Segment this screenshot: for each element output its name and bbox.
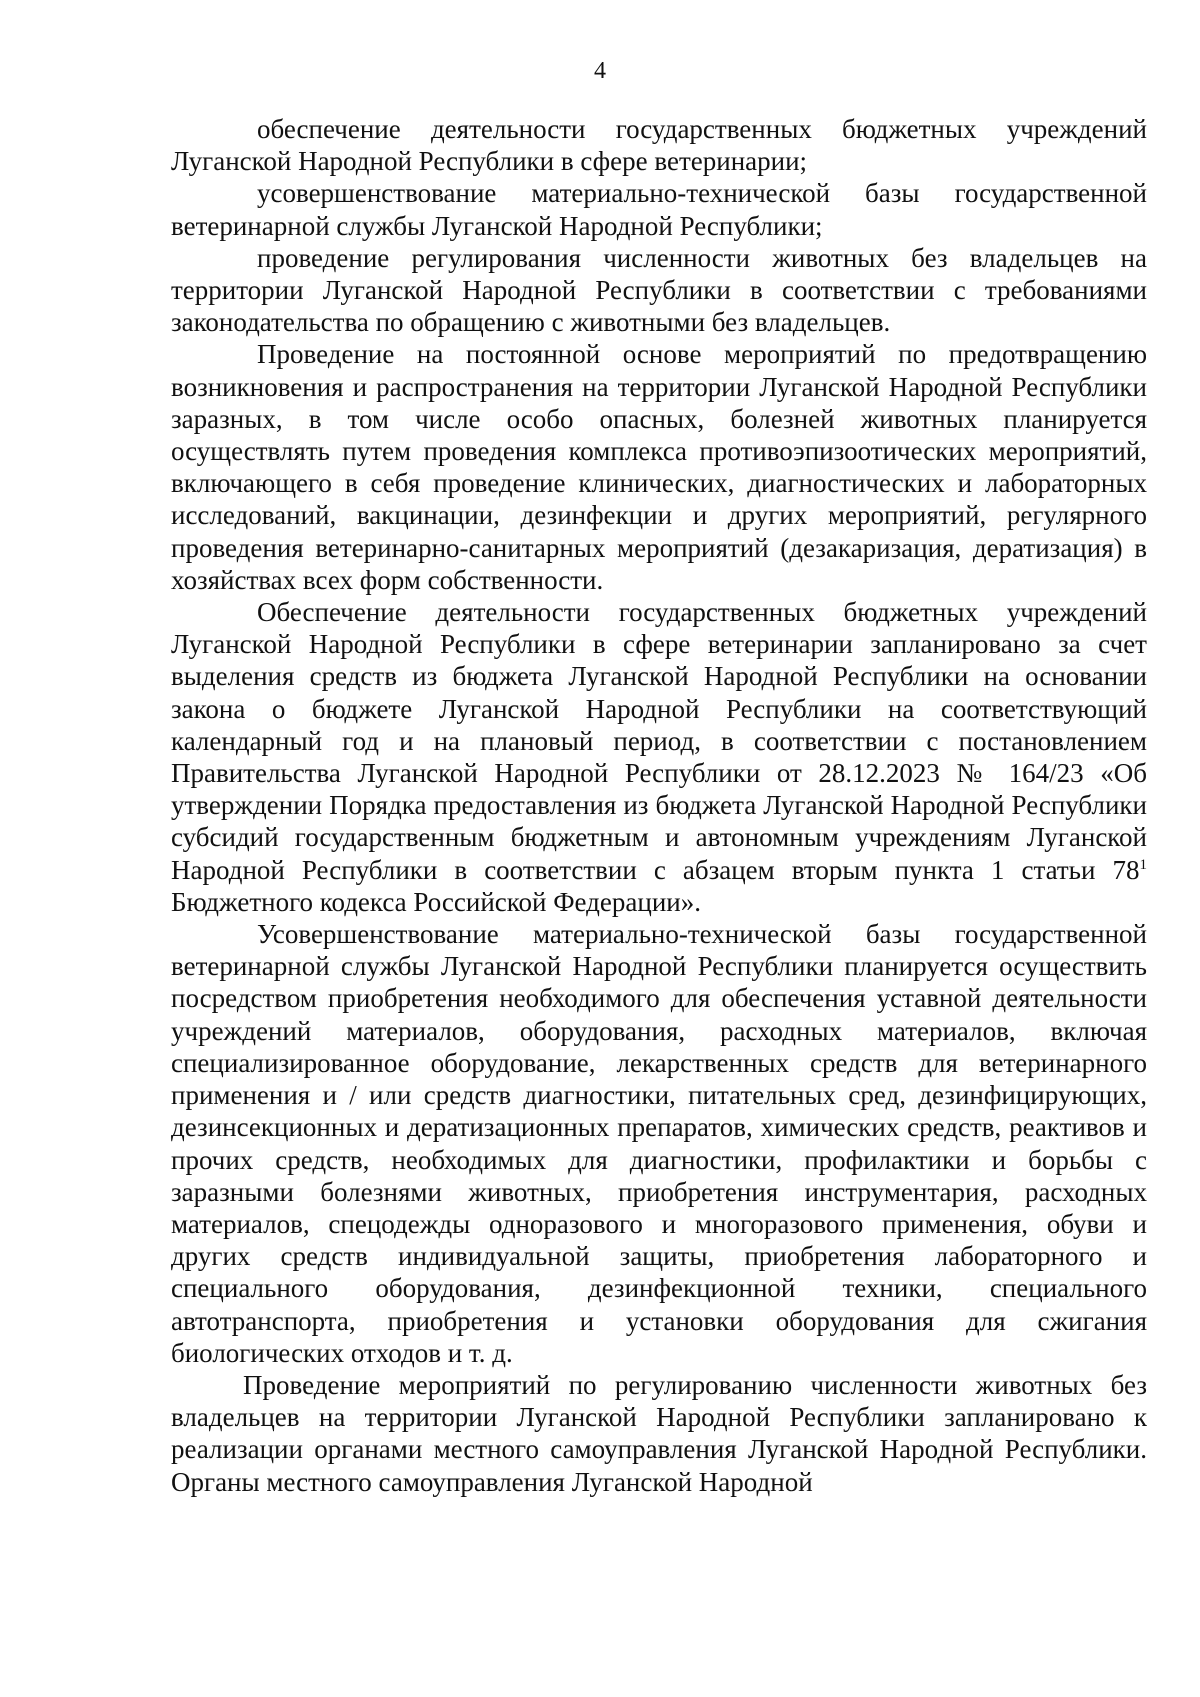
- paragraph-epizootic-measures: Проведение на постоянной основе мероприятий по предотвращению возникновения и распространения на территории Луганской Народной Республики заразных, в том числе особо опасных, болезней животных планируется осуществлять путем проведения комплекса противоэпизоотических мероприятий, включающего в себя проведение клинических, диагностических и лабораторных исследований, вакцинации, дезинфекции и других мероприятий, регулярного проведения ветеринарно-санитарных мероприятий (дезакаризация, дератизация) в хозяйствах всех форм собственности.: [171, 339, 1147, 595]
- paragraph-goal-animal-regulation: проведение регулирования численности животных без владельцев на территории Луганской Народной Республики в соответствии с требованиями законодательства по обращению с животными без владельцев.: [171, 242, 1147, 338]
- paragraph-goal-material-base: усовершенствование материально-технической базы государственной ветеринарной службы Луганской Народной Республики;: [171, 178, 1147, 241]
- paragraph-goal-institutions: обеспечение деятельности государственных бюджетных учреждений Луганской Народной Республики в сфере ветеринарии;: [171, 114, 1147, 177]
- paragraph-material-base-improvement: Усовершенствование материально-технической базы государственной ветеринарной службы Луганской Народной Республики планируется осуществить посредством приобретения необходимого для обеспечения уставной деятельности учреждений материалов, оборудования, расходных материалов, включая специализированное оборудование, лекарственных средств для ветеринарного применения и / или средств диагностики, питательных сред, дезинфицирующих, дезинсекционных и дератизационных препаратов, химических средств, реактивов и прочих средств, необходимых для диагностики, профилактики и борьбы с заразными болезнями животных, приобретения инструментария, расходных материалов, спецодежды одноразового и многоразового применения, обуви и других средств индивидуальной защиты, приобретения лабораторного и специального оборудования, дезинфекционной техники, специального автотранспорта, приобретения и установки оборудования для сжигания биологических отходов и т. д.: [171, 919, 1147, 1368]
- document-body: [171, 113, 1147, 1498]
- funding-text-tail: Бюджетного кодекса Российской Федерации».: [171, 886, 701, 917]
- paragraph-institution-funding: [171, 596, 1147, 918]
- funding-text-main: Обеспечение деятельности государственных бюджетных учреждений Луганской Народной Республики в сфере ветеринарии запланировано за счет выделения средств из бюджета Луганской Народной Республики на основании закона о бюджете Луганской Народной Республики на соответствующий календарный год и на плановый период, в соответствии с постановлением Правительства Луганской Народной Республики от 28.12.2023 № 164/23 «Об утверждении Порядка предоставления из бюджета Луганской Народной Республики субсидий государственным бюджетным и автономным учреждениям Луганской Народной Республики в соответствии с абзацем вторым пункта 1 статьи 78: [171, 597, 1147, 885]
- paragraph-animal-regulation-implementation: Проведение мероприятий по регулированию численности животных без владельцев на территории Луганской Народной Республики запланировано к реализации органами местного самоуправления Луганской Народной Республики. Органы местного самоуправления Луганской Народной: [171, 1369, 1147, 1497]
- page-number: 4: [594, 58, 606, 84]
- article-superscript: 1: [1139, 856, 1147, 873]
